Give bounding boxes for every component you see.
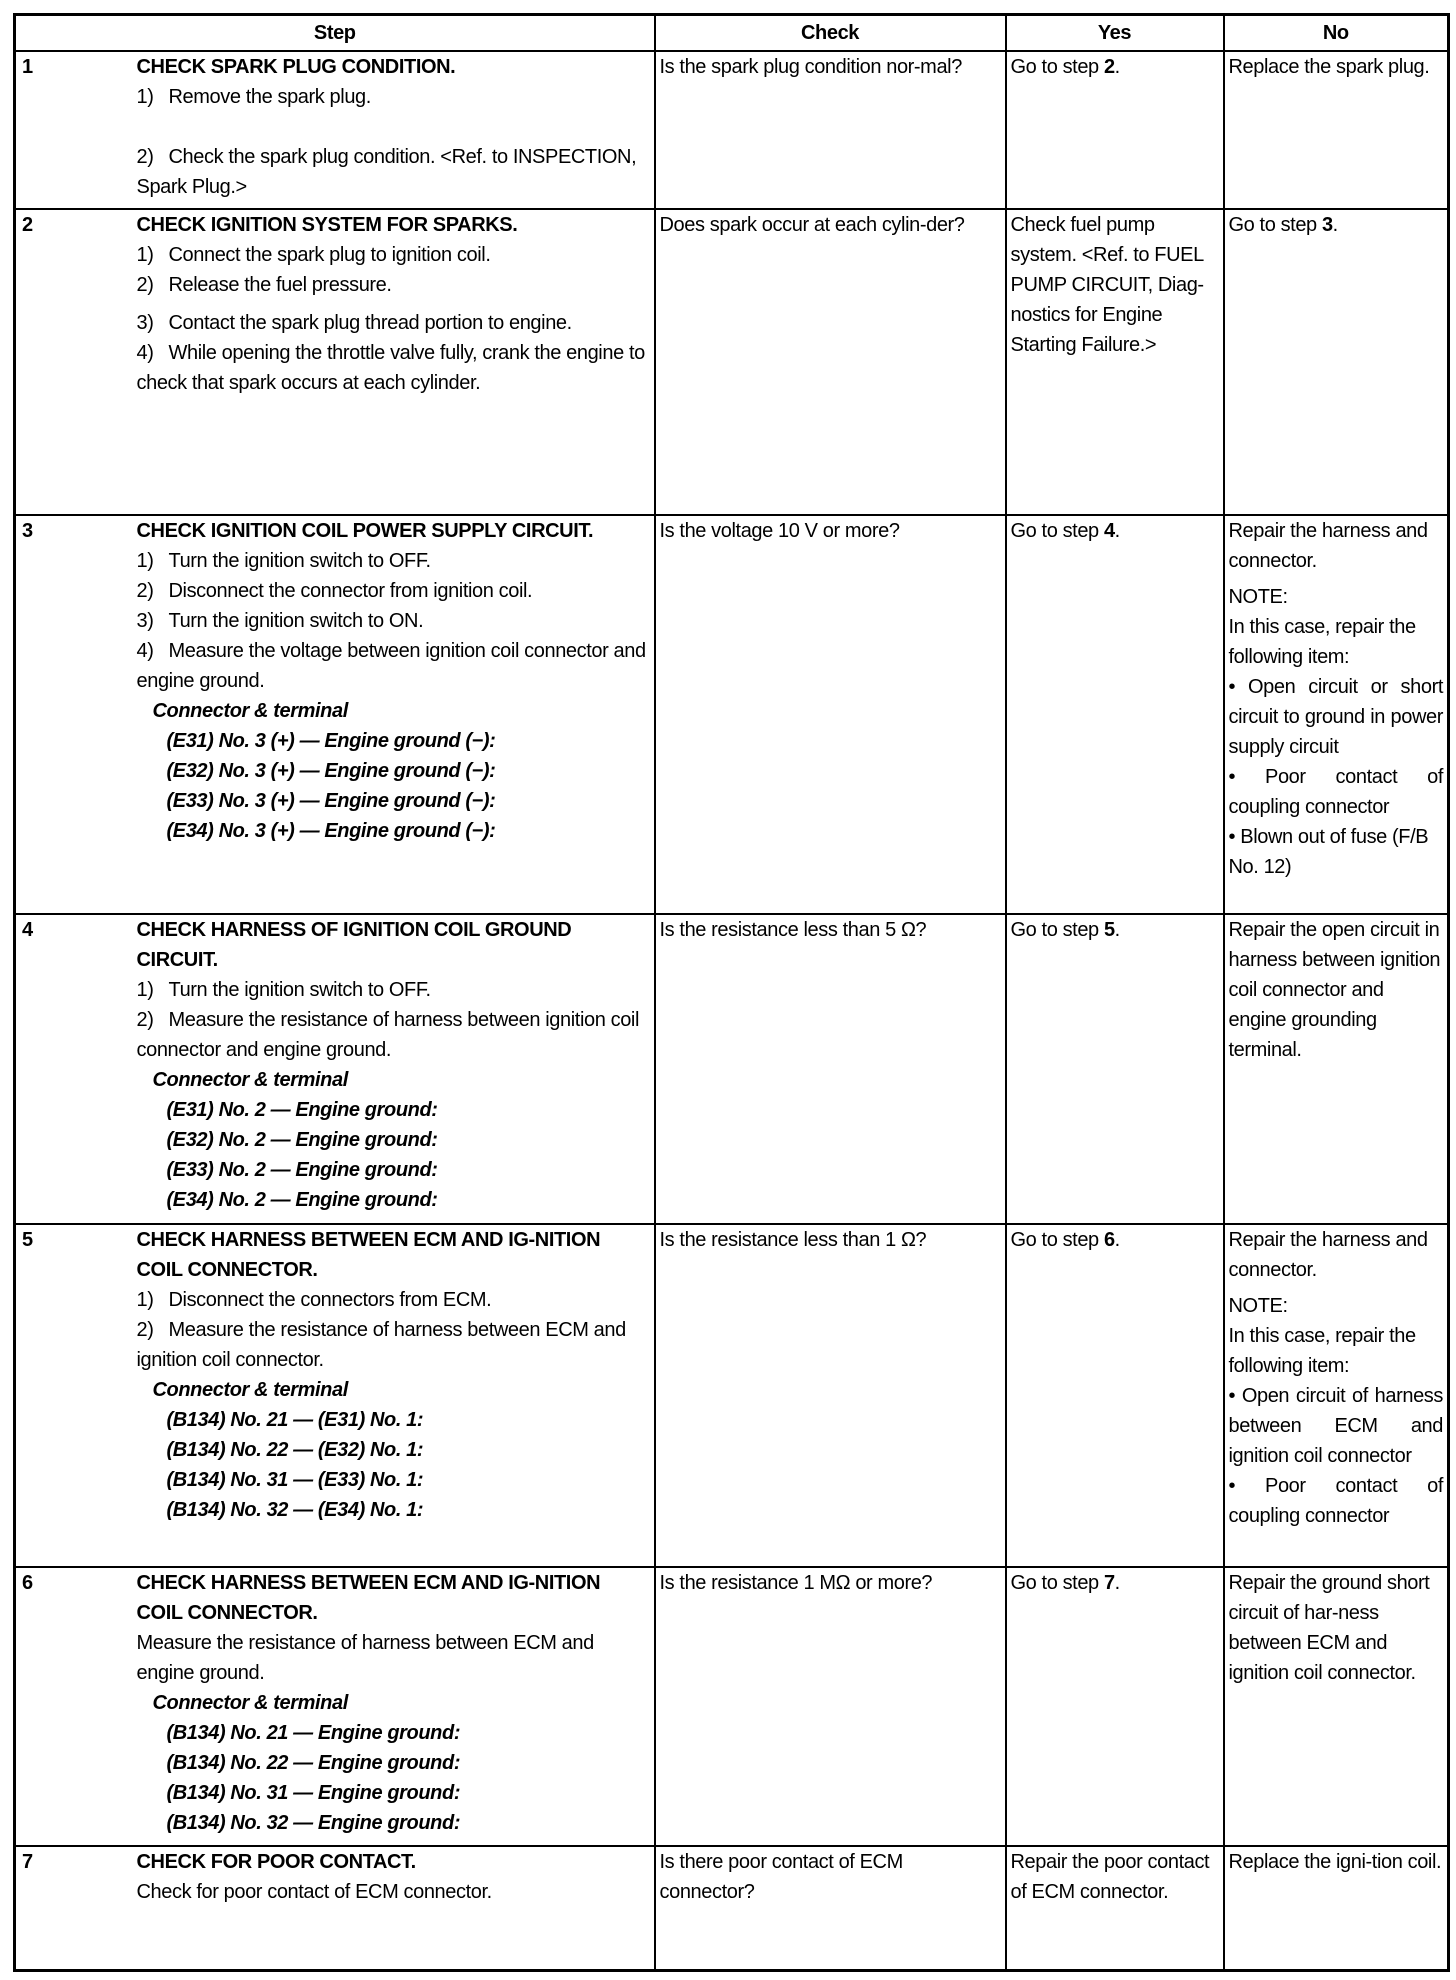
no-main: Repair the harness and connector. bbox=[1228, 520, 1428, 572]
no-cell: Repair the open circuit in harness between ignition coil connector and engine grounding terminal. bbox=[1224, 914, 1449, 1224]
step-number: 2 bbox=[15, 209, 137, 515]
connector-heading: Connector & terminal bbox=[152, 1069, 348, 1091]
connector-terminal: (B134) No. 21 — Engine ground: bbox=[166, 1722, 461, 1744]
step-link[interactable]: 6 bbox=[1103, 1229, 1115, 1251]
no-cell bbox=[1224, 1224, 1449, 1567]
connector-terminal: (E32) No. 3 (+) — Engine ground (−): bbox=[166, 760, 496, 782]
header-no: No bbox=[1224, 15, 1449, 52]
yes-cell: Go to step 7. bbox=[1006, 1567, 1224, 1846]
step-link[interactable]: 7 bbox=[1103, 1572, 1115, 1594]
no-main: Repair the harness and connector. bbox=[1228, 1229, 1428, 1281]
connector-terminal: (E34) No. 2 — Engine ground: bbox=[166, 1189, 438, 1211]
table-row bbox=[15, 1567, 1449, 1846]
connector-terminal: (E32) No. 2 — Engine ground: bbox=[166, 1129, 438, 1151]
table-row bbox=[15, 51, 1449, 209]
step-title: CHECK FOR POOR CONTACT. bbox=[136, 1851, 416, 1873]
connector-terminal: (B134) No. 31 — (E33) No. 1: bbox=[166, 1469, 424, 1491]
note-label: NOTE: bbox=[1228, 586, 1288, 608]
connector-terminal: (B134) No. 32 — Engine ground: bbox=[166, 1812, 461, 1834]
step-title: CHECK IGNITION SYSTEM FOR SPARKS. bbox=[136, 214, 518, 236]
check-cell: Is the voltage 10 V or more? bbox=[655, 515, 1006, 914]
connector-terminal: (B134) No. 31 — Engine ground: bbox=[166, 1782, 461, 1804]
note-bullet: • Poor contact of coupling connector bbox=[1228, 766, 1443, 818]
step-item: 1) Disconnect the connectors from ECM. bbox=[136, 1289, 492, 1311]
connector-heading: Connector & terminal bbox=[152, 1379, 348, 1401]
step-number: 7 bbox=[15, 1846, 137, 1970]
step-item: 1) Remove the spark plug. bbox=[136, 86, 371, 108]
step-number: 6 bbox=[15, 1567, 137, 1846]
step-item: 1) Turn the ignition switch to OFF. bbox=[136, 979, 431, 1001]
step-item: 3) Contact the spark plug thread portion to engine. bbox=[136, 312, 572, 334]
check-cell: Is the resistance 1 MΩ or more? bbox=[655, 1567, 1006, 1846]
step-number: 3 bbox=[15, 515, 137, 914]
connector-terminal: (B134) No. 21 — (E31) No. 1: bbox=[166, 1409, 424, 1431]
step-link[interactable]: 2 bbox=[1103, 56, 1115, 78]
step-item: 4) Measure the voltage between ignition coil connector and engine ground. bbox=[136, 640, 646, 692]
step-body: Check for poor contact of ECM connector. bbox=[136, 1881, 492, 1903]
note-bullet: • Open circuit of harness between ECM and ignition coil connector bbox=[1228, 1385, 1443, 1467]
check-cell: Is the resistance less than 5 Ω? bbox=[655, 914, 1006, 1224]
step-body: Measure the resistance of harness between ECM and engine ground. bbox=[136, 1632, 594, 1684]
step-item: 2) Measure the resistance of harness between ECM and ignition coil connector. bbox=[136, 1319, 626, 1371]
header-check: Check bbox=[655, 15, 1006, 52]
step-number: 5 bbox=[15, 1224, 137, 1567]
connector-heading: Connector & terminal bbox=[152, 1692, 348, 1714]
step-number: 1 bbox=[15, 51, 137, 209]
connector-terminal: (B134) No. 22 — (E32) No. 1: bbox=[166, 1439, 424, 1461]
header-yes: Yes bbox=[1006, 15, 1224, 52]
step-title: CHECK IGNITION COIL POWER SUPPLY CIRCUIT. bbox=[136, 520, 594, 542]
step-title: CHECK HARNESS OF IGNITION COIL GROUND CIRCUIT. bbox=[136, 919, 572, 971]
table-row bbox=[15, 209, 1449, 515]
step-title: CHECK HARNESS BETWEEN ECM AND IG-NITION COIL CONNECTOR. bbox=[136, 1572, 601, 1624]
yes-cell: Go to step 2. bbox=[1006, 51, 1224, 209]
no-cell: Repair the ground short circuit of har-ness between ECM and ignition coil connector. bbox=[1224, 1567, 1449, 1846]
step-cell bbox=[137, 51, 655, 209]
connector-terminal: (E33) No. 2 — Engine ground: bbox=[166, 1159, 438, 1181]
step-title: CHECK SPARK PLUG CONDITION. bbox=[136, 56, 456, 78]
note-intro: In this case, repair the following item: bbox=[1228, 1325, 1416, 1377]
yes-cell: Go to step 5. bbox=[1006, 914, 1224, 1224]
no-cell: Go to step 3. bbox=[1224, 209, 1449, 515]
header-step: Step bbox=[15, 15, 655, 52]
yes-cell: Check fuel pump system. <Ref. to FUEL PUMP CIRCUIT, Diag-nostics for Engine Starting Failure.> bbox=[1006, 209, 1224, 515]
connector-terminal: (E31) No. 2 — Engine ground: bbox=[166, 1099, 438, 1121]
connector-heading: Connector & terminal bbox=[152, 700, 348, 722]
check-cell: Is the resistance less than 1 Ω? bbox=[655, 1224, 1006, 1567]
step-item: 2) Measure the resistance of harness between ignition coil connector and engine ground. bbox=[136, 1009, 640, 1061]
connector-terminal: (E34) No. 3 (+) — Engine ground (−): bbox=[166, 820, 496, 842]
no-cell bbox=[1224, 515, 1449, 914]
connector-terminal: (E31) No. 3 (+) — Engine ground (−): bbox=[166, 730, 496, 752]
check-cell: Does spark occur at each cylin-der? bbox=[655, 209, 1006, 515]
no-cell: Replace the igni-tion coil. bbox=[1224, 1846, 1449, 1970]
yes-cell: Go to step 6. bbox=[1006, 1224, 1224, 1567]
step-title: CHECK HARNESS BETWEEN ECM AND IG-NITION COIL CONNECTOR. bbox=[136, 1229, 601, 1281]
step-item: 1) Connect the spark plug to ignition coil. bbox=[136, 244, 491, 266]
table-row bbox=[15, 914, 1449, 1224]
check-cell: Is the spark plug condition nor-mal? bbox=[655, 51, 1006, 209]
step-item: 2) Release the fuel pressure. bbox=[136, 274, 392, 296]
step-cell bbox=[137, 209, 655, 515]
note-bullet: • Blown out of fuse (F/B No. 12) bbox=[1228, 826, 1429, 878]
note-label: NOTE: bbox=[1228, 1295, 1288, 1317]
note-intro: In this case, repair the following item: bbox=[1228, 616, 1416, 668]
connector-terminal: (B134) No. 22 — Engine ground: bbox=[166, 1752, 461, 1774]
step-item: 2) Disconnect the connector from ignition coil. bbox=[136, 580, 533, 602]
step-item: 3) Turn the ignition switch to ON. bbox=[136, 610, 424, 632]
step-link[interactable]: 4 bbox=[1103, 520, 1115, 542]
step-link[interactable]: 5 bbox=[1103, 919, 1115, 941]
connector-terminal: (B134) No. 32 — (E34) No. 1: bbox=[166, 1499, 424, 1521]
table-row bbox=[15, 1846, 1449, 1970]
note-bullet: • Open circuit or short circuit to ground in power supply circuit bbox=[1228, 676, 1443, 758]
table-row bbox=[15, 515, 1449, 914]
step-cell bbox=[137, 515, 655, 914]
step-item: 2) Check the spark plug condition. <Ref. to INSPECTION, Spark Plug.> bbox=[136, 146, 637, 198]
yes-cell: Repair the poor contact of ECM connector. bbox=[1006, 1846, 1224, 1970]
step-number: 4 bbox=[15, 914, 137, 1224]
diagnostic-table bbox=[13, 13, 1450, 1972]
step-cell bbox=[137, 1567, 655, 1846]
step-item: 1) Turn the ignition switch to OFF. bbox=[136, 550, 431, 572]
step-cell bbox=[137, 914, 655, 1224]
connector-terminal: (E33) No. 3 (+) — Engine ground (−): bbox=[166, 790, 496, 812]
no-cell: Replace the spark plug. bbox=[1224, 51, 1449, 209]
yes-cell: Go to step 4. bbox=[1006, 515, 1224, 914]
step-cell bbox=[137, 1224, 655, 1567]
table-header-row bbox=[15, 15, 1449, 52]
step-link[interactable]: 3 bbox=[1321, 214, 1333, 236]
check-cell: Is there poor contact of ECM connector? bbox=[655, 1846, 1006, 1970]
note-bullet: • Poor contact of coupling connector bbox=[1228, 1475, 1443, 1527]
step-item: 4) While opening the throttle valve fully, crank the engine to check that spark occurs at each cylinder. bbox=[136, 342, 645, 394]
table-row bbox=[15, 1224, 1449, 1567]
step-cell bbox=[137, 1846, 655, 1970]
